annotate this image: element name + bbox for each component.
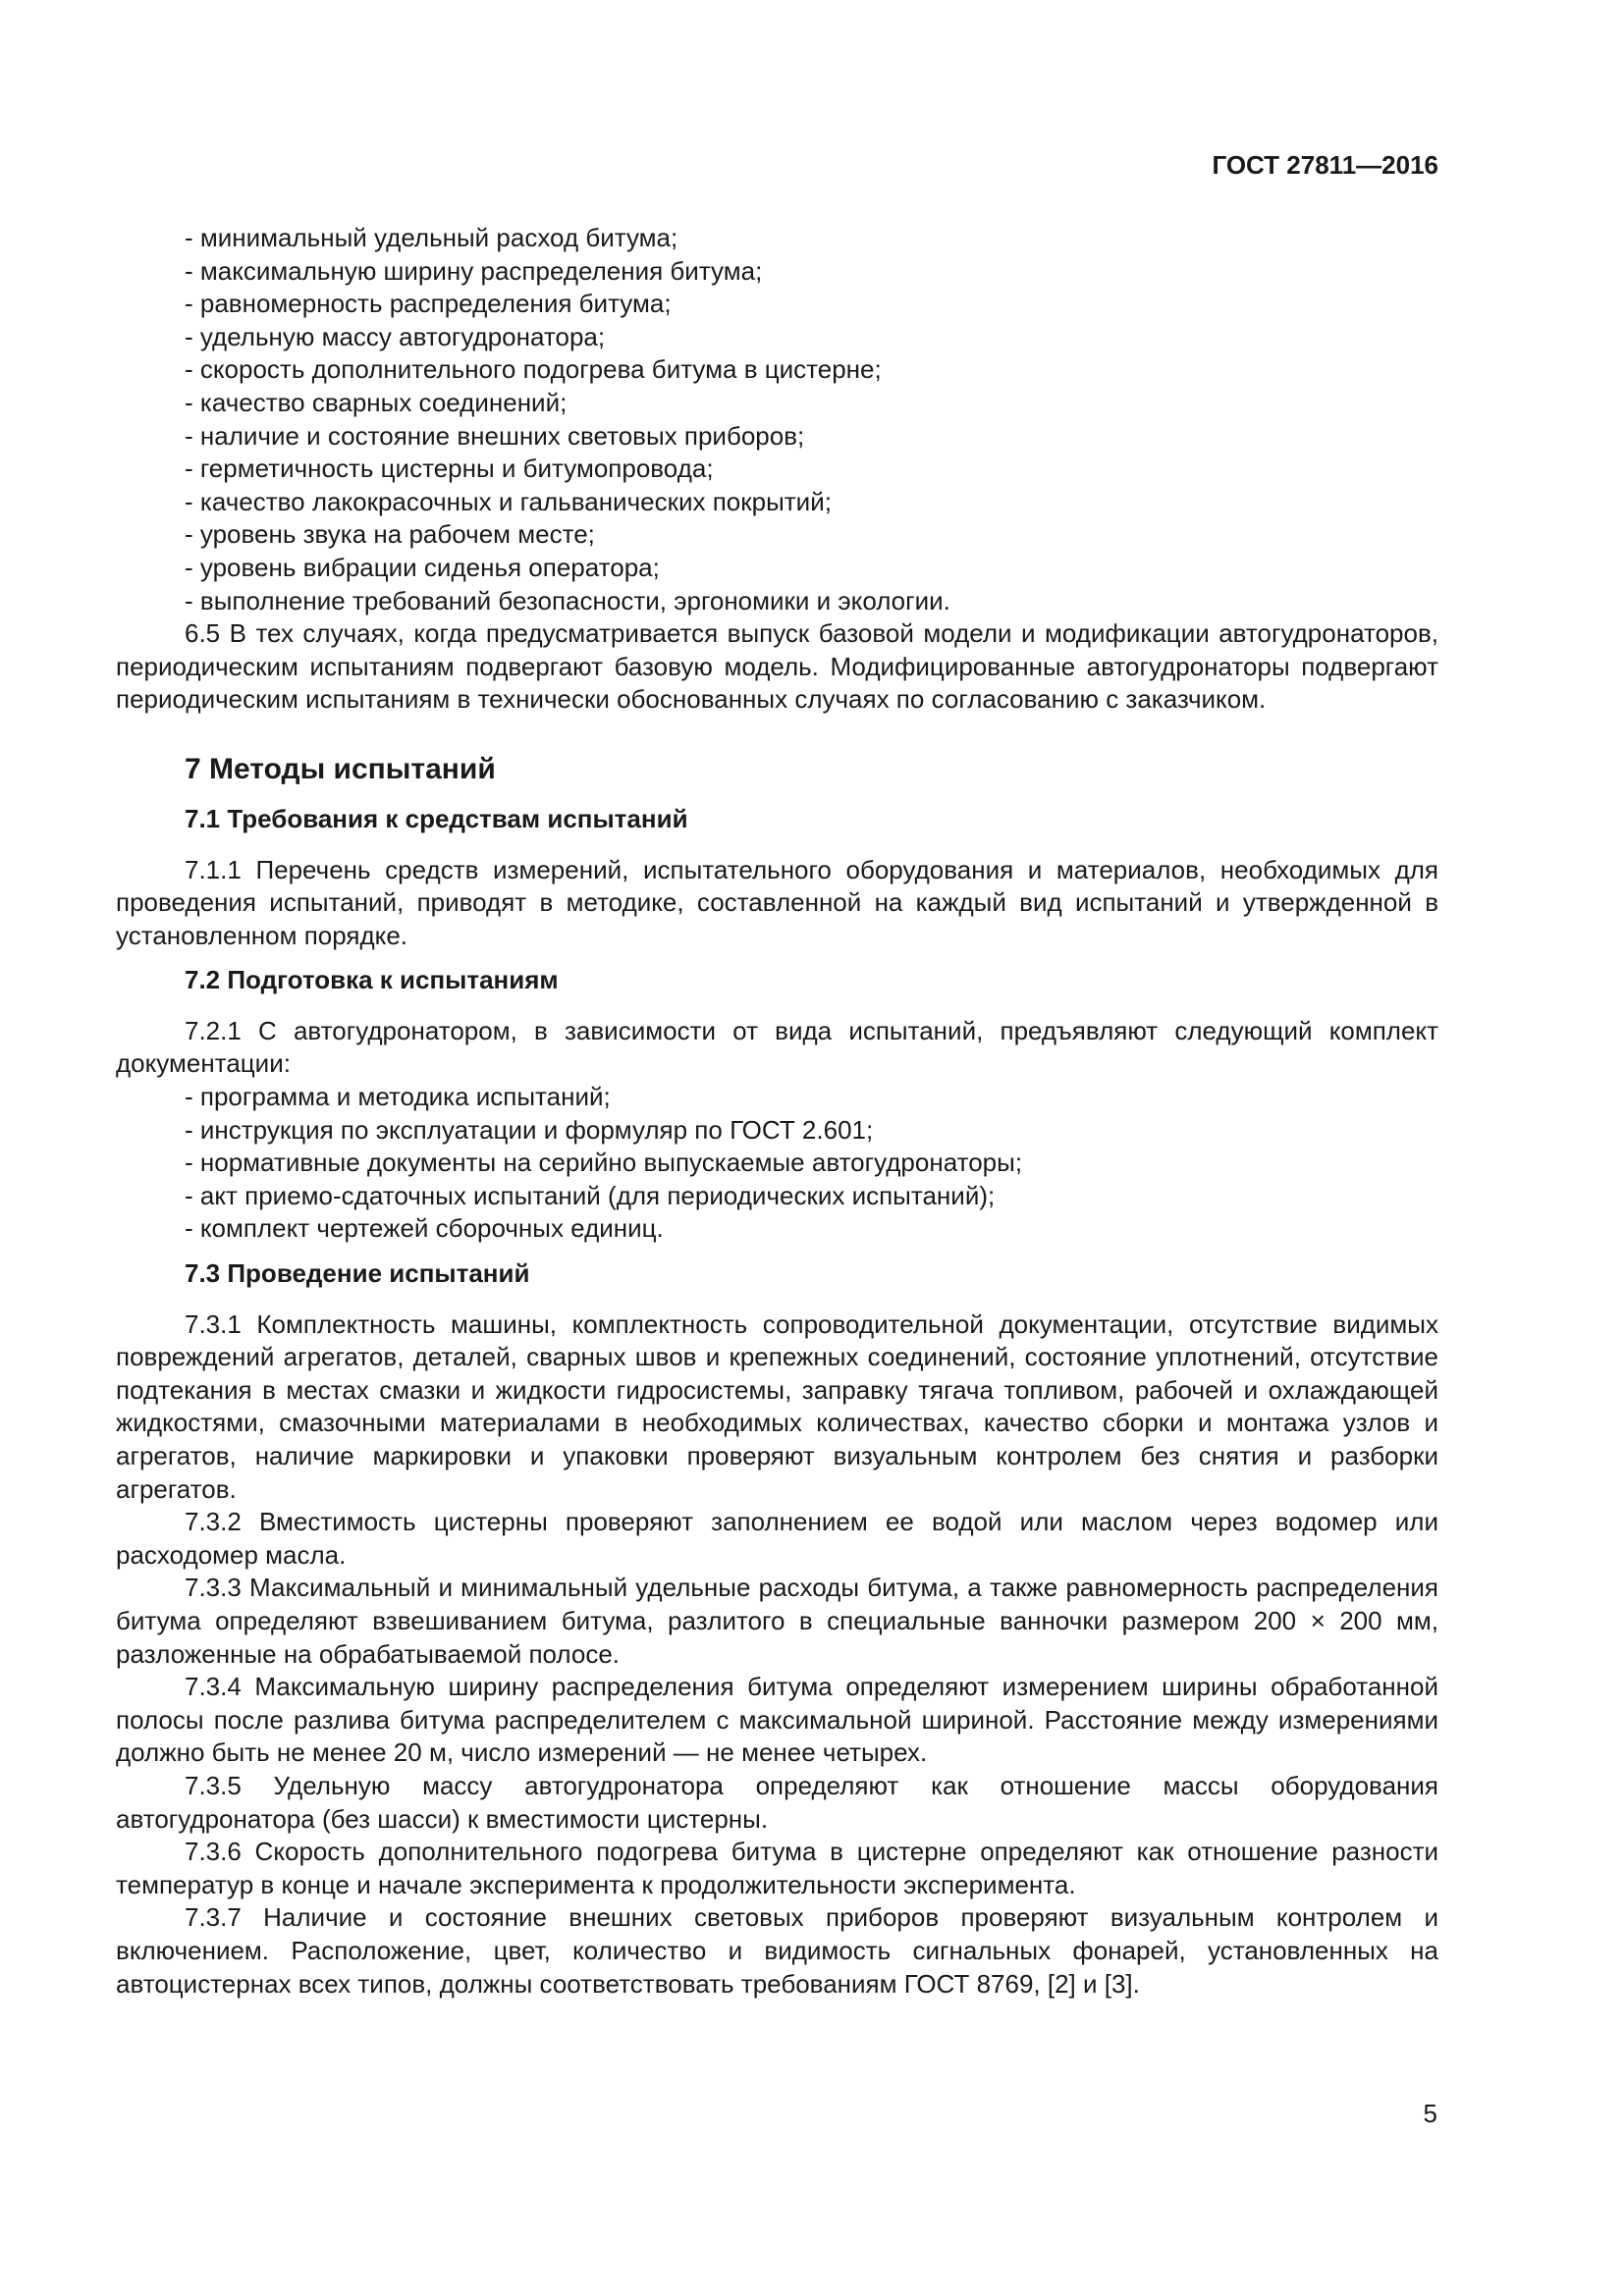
list-item: - минимальный удельный расход битума; [185,223,678,252]
list-item: - качество сварных соединений; [185,387,568,417]
list-item: - удельную массу автогудронатора; [185,321,606,351]
paragraph-7-1-1: 7.1.1 Перечень средств измерений, испытательного оборудования и материалов, необходимых для проведения испытаний, приводят в методике, составленной на каждый вид испытаний и утвержденной в установленном порядке. [116,854,1438,950]
list-item: - качество лакокрасочных и гальванических покрытий; [185,486,832,516]
document-body [116,222,1438,2001]
paragraph-7-3-2: 7.3.2 Вместимость цистерны проверяют заполнением ее водой или маслом через водомер или расходомер масла. [116,1507,1438,1570]
paragraph-6-5: 6.5 В тех случаях, когда предусматривается выпуск базовой модели и модификации автогудронаторов, периодическим испытаниям подвергают базовую модель. Модифицированные автогудронаторы подвергают периодическим испытаниям в технически обоснованных случаях по согласованию с заказчиком. [116,618,1438,715]
list-item: - инструкция по эксплуатации и формуляр по ГОСТ 2.601; [185,1114,874,1145]
list-item: - скорость дополнительного подогрева битума в цистерне; [185,354,882,385]
section-title-7: 7 Методы испытаний [185,752,496,785]
subsection-title-7-3: 7.3 Проведение испытаний [185,1258,530,1289]
standard-header: ГОСТ 27811—2016 [1212,150,1438,180]
paragraph-7-3-4: 7.3.4 Максимальную ширину распределения битума определяют измерением ширины обработанной полосы после разлива битума распределителем с максимальной шириной. Расстояние между измерениями должно быть не менее 20 м, число измерений — не менее четырех. [116,1672,1438,1768]
subsection-title-7-1: 7.1 Требования к средствам испытаний [185,803,688,833]
list-item: - комплект чертежей сборочных единиц. [185,1213,664,1244]
list-item: - уровень вибрации сиденья оператора; [185,552,660,582]
paragraph-7-3-5: 7.3.5 Удельную массу автогудронатора определяют как отношение массы оборудования автогудронатора (без шасси) к вместимости цистерны. [116,1770,1438,1834]
list-item: - максимальную ширину распределения битума; [185,255,763,286]
list-item: - уровень звука на рабочем месте; [185,519,595,550]
list-item: - программа и методика испытаний; [185,1082,611,1112]
paragraph-7-3-6: 7.3.6 Скорость дополнительного подогрева битума в цистерне определяют как отношение разности температур в конце и начале эксперимента к продолжительности эксперимента. [116,1837,1438,1899]
paragraph-7-3-7: 7.3.7 Наличие и состояние внешних световых приборов проверяют визуальным контролем и включением. Расположение, цвет, количество и видимость сигнальных фонарей, установленных на автоцистернах всех типов, должны соответствовать требованиям ГОСТ 8769, [2] и [3]. [116,1902,1438,1999]
list-item: - акт приемо-сдаточных испытаний (для периодических испытаний); [185,1180,996,1210]
subsection-title-7-2: 7.2 Подготовка к испытаниям [185,965,559,995]
paragraph-7-3-1: 7.3.1 Комплектность машины, комплектность сопроводительной документации, отсутствие видимых повреждений агрегатов, деталей, сварных швов и крепежных соединений, состояние уплотнений, отсутствие подтекания в местах смазки и жидкости гидросистемы, заправку тягача топливом, рабочей и охлаждающей жидкостями, смазочными материалами в необходимых количествах, качество сборки и монтажа узлов и агрегатов, наличие маркировки и упаковки проверяют визуальным контролем без снятия и разборки агрегатов. [116,1308,1438,1504]
list-item: - наличие и состояние внешних световых приборов; [185,420,805,451]
list-item: - нормативные документы на серийно выпускаемые автогудронаторы; [185,1148,1023,1178]
paragraph-7-3-3: 7.3.3 Максимальный и минимальный удельные расходы битума, а также равномерность распределения битума определяют взвешиванием битума, разлитого в специальные ванночки размером 200 × 200 мм, разложенные на обрабатываемой полосе. [116,1573,1438,1669]
list-item: - выполнение требований безопасности, эргономики и экологии. [185,585,950,615]
paragraph-7-2-1: 7.2.1 С автогудронатором, в зависимости от вида испытаний, предъявляют следующий комплект документации: [116,1015,1438,1079]
list-item: - герметичность цистерны и битумопровода; [185,454,714,484]
page-number: 5 [1423,2099,1437,2128]
list-item: - равномерность распределения битума; [185,289,672,319]
